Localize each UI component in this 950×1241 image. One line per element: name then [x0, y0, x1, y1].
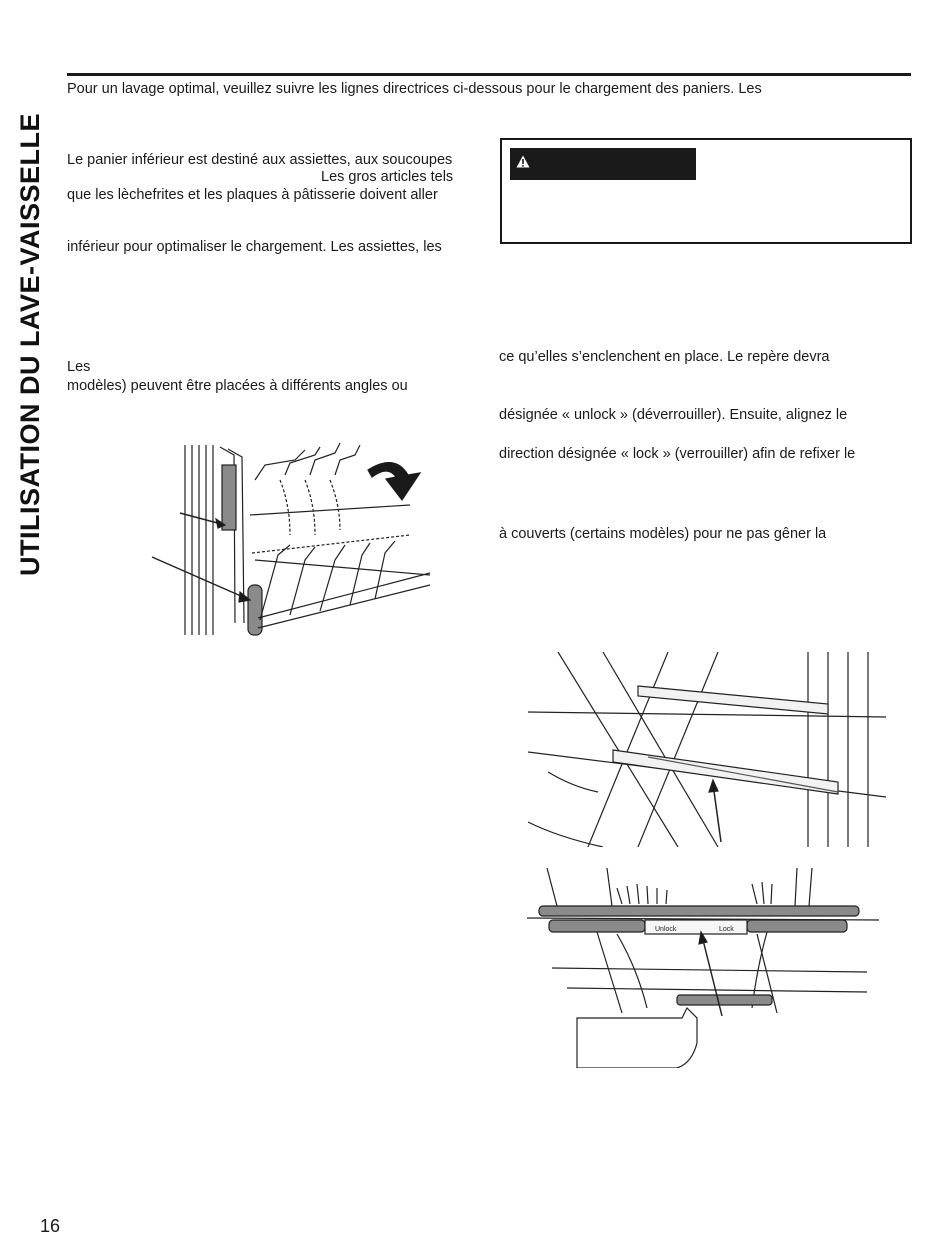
- warning-header-bar: [510, 148, 696, 180]
- left-p2-line1: Les: [67, 359, 91, 375]
- page-number: 16: [40, 1216, 61, 1236]
- intro-text: Pour un lavage optimal, veuillez suivre les lignes directrices ci-dessous pour le chargement des paniers. Les: [67, 81, 762, 97]
- unlock-label: Unlock: [655, 926, 677, 933]
- warning-box: [500, 138, 912, 244]
- section-title: UTILISATION DU LAVE-VAISSELLE: [15, 112, 45, 576]
- left-p1-line3: que les lèchefrites et les plaques à pâtisserie doivent aller: [67, 187, 438, 203]
- left-p1-line4: inférieur pour optimaliser le chargement. Les assiettes, les: [67, 239, 442, 255]
- rack-rail-illustration: [528, 652, 886, 847]
- left-p2-line2: modèles) peuvent être placées à différents angles ou: [67, 378, 408, 394]
- rack-tines-illustration: [140, 435, 440, 645]
- right-line4: à couverts (certains modèles) pour ne pas gêner la: [499, 526, 827, 542]
- basket-lock-illustration: [527, 868, 879, 1068]
- warning-triangle-icon: [516, 155, 530, 173]
- right-line2: désignée « unlock » (déverrouiller). Ensuite, alignez le: [499, 407, 848, 423]
- right-line3: direction désignée « lock » (verrouiller) afin de refixer le: [499, 446, 856, 462]
- right-line1: ce qu’elles s’enclenchent en place. Le repère devra: [499, 349, 830, 365]
- left-p1-line1: Le panier inférieur est destiné aux assiettes, aux soucoupes: [67, 152, 453, 168]
- top-rule: [67, 73, 911, 76]
- left-p1-line2: Les gros articles tels: [321, 169, 454, 185]
- lock-label: Lock: [719, 926, 734, 933]
